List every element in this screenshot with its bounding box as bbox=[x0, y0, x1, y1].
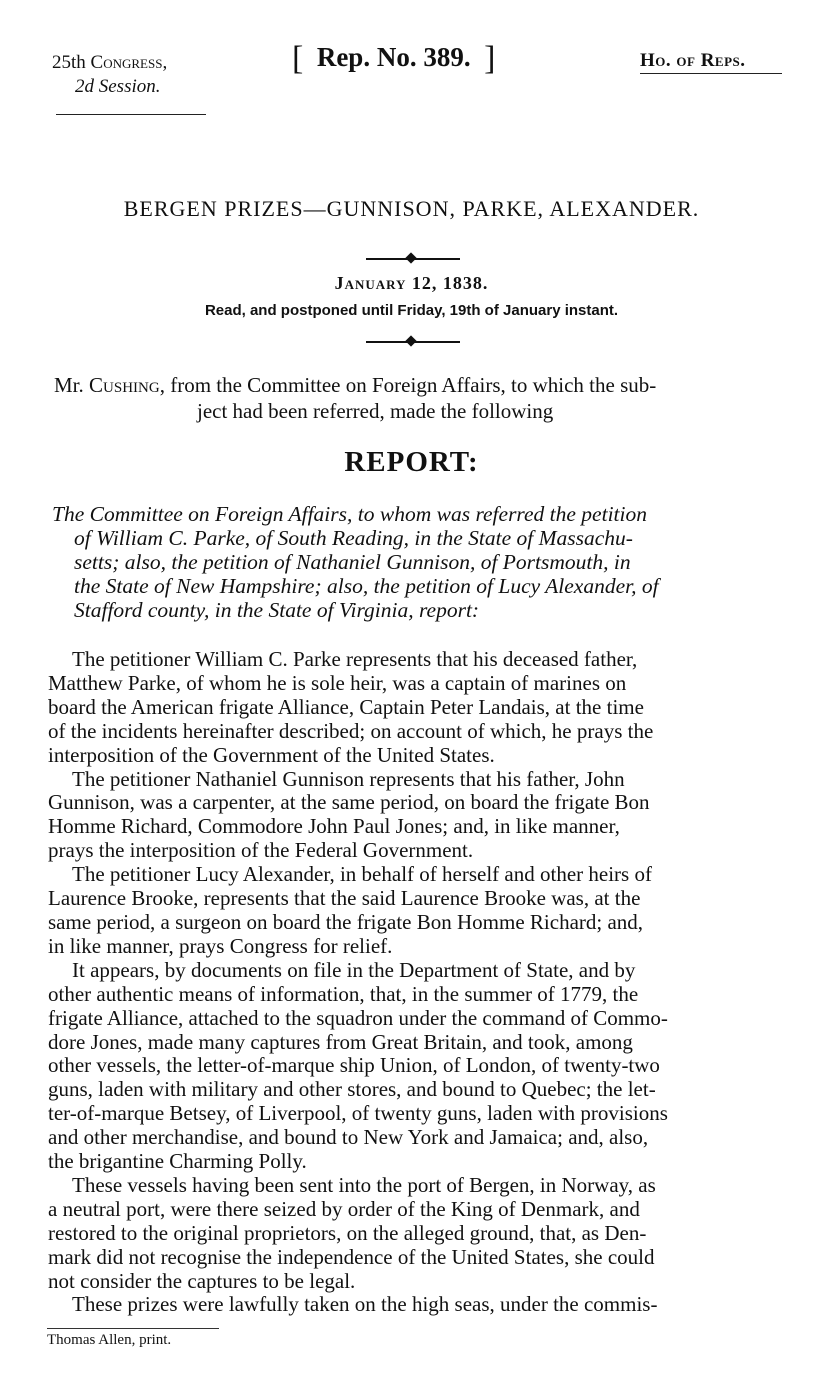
body-line: frigate Alliance, attached to the squadron under the command of Commo- bbox=[48, 1005, 668, 1030]
body-line: It appears, by documents on file in the Department of State, and by bbox=[72, 957, 636, 982]
preamble-line: setts; also, the petition of Nathaniel Gunnison, of Portsmouth, in bbox=[74, 550, 631, 574]
body-line: other vessels, the letter-of-marque ship Union, of London, of twenty-two bbox=[48, 1053, 660, 1078]
document-title: BERGEN PRIZES—GUNNISON, PARKE, ALEXANDER. bbox=[123, 196, 700, 221]
body-line: prays the interposition of the Federal Government. bbox=[48, 838, 474, 863]
body-line: the brigantine Charming Polly. bbox=[48, 1149, 307, 1174]
body-line: board the American frigate Alliance, Captain Peter Landais, at the time bbox=[48, 694, 644, 719]
ornament-divider bbox=[366, 337, 460, 347]
speaker-name: Cushing bbox=[89, 373, 160, 397]
document-date: January 12, 1838. bbox=[334, 273, 489, 293]
body-line: a neutral port, were there seized by order of the King of Denmark, and bbox=[48, 1196, 640, 1221]
body-line: Gunnison, was a carpenter, at the same period, on board the frigate Bon bbox=[48, 790, 650, 815]
body-line: same period, a surgeon on board the frigate Bon Homme Richard; and, bbox=[48, 909, 644, 934]
report-number bbox=[292, 40, 495, 78]
body-line: restored to the original proprietors, on the alleged ground, that, as Den- bbox=[48, 1220, 647, 1245]
body-line: These vessels having been sent into the port of Bergen, in Norway, as bbox=[72, 1172, 656, 1197]
report-heading: REPORT: bbox=[344, 446, 479, 478]
body-line: guns, laden with military and other stores, and bound to Quebec; the let- bbox=[48, 1077, 656, 1102]
body-line: interposition of the Government of the United States. bbox=[48, 742, 495, 767]
bracket-left: [ bbox=[292, 40, 304, 77]
preamble-line: the State of New Hampshire; also, the petition of Lucy Alexander, of bbox=[74, 574, 659, 598]
body-line: in like manner, prays Congress for relief. bbox=[48, 933, 393, 958]
body-line: The petitioner Nathaniel Gunnison represents that his father, John bbox=[72, 766, 625, 791]
bracket-right: ] bbox=[484, 40, 496, 77]
session-label: 2d Session. bbox=[75, 76, 161, 97]
body-line: Matthew Parke, of whom he is sole heir, was a captain of marines on bbox=[48, 670, 627, 695]
body-line: The petitioner Lucy Alexander, in behalf of herself and other heirs of bbox=[72, 862, 652, 887]
read-postponed-line: Read, and postponed until Friday, 19th of January instant. bbox=[204, 302, 619, 319]
congress-word: Congress, bbox=[90, 52, 168, 73]
congress-label bbox=[52, 52, 167, 74]
body-line: mark did not recognise the independence of the United States, she could bbox=[48, 1244, 655, 1269]
body-line: other authentic means of information, that, in the summer of 1779, the bbox=[48, 981, 639, 1006]
body-line: of the incidents hereinafter described; on account of which, he prays the bbox=[48, 718, 654, 743]
body-line: dore Jones, made many captures from Great Britain, and took, among bbox=[48, 1029, 633, 1054]
header-rule-right bbox=[640, 73, 782, 74]
body-line: ter-of-marque Betsey, of Liverpool, of twenty guns, laden with provisions bbox=[48, 1101, 668, 1126]
body-line: not consider the captures to be legal. bbox=[48, 1268, 356, 1293]
body-line: Laurence Brooke, represents that the said Laurence Brooke was, at the bbox=[48, 886, 641, 911]
intro-line-1: Mr. Cushing, from the Committee on Foreign Affairs, to which the sub- bbox=[54, 373, 657, 397]
body-line: These prizes were lawfully taken on the high seas, under the commis- bbox=[72, 1292, 658, 1317]
intro-line-2: ject had been referred, made the following bbox=[197, 399, 554, 423]
body-line: Homme Richard, Commodore John Paul Jones; and, in like manner, bbox=[48, 814, 620, 839]
congress-number: 25th bbox=[52, 52, 86, 73]
footer-rule bbox=[47, 1328, 219, 1329]
header-rule-left bbox=[56, 114, 206, 115]
house-label: Ho. of Reps. bbox=[640, 50, 746, 71]
preamble-line: of William C. Parke, of South Reading, in the State of Massachu- bbox=[74, 526, 633, 550]
body-line: and other merchandise, and bound to New York and Jamaica; and, also, bbox=[48, 1125, 649, 1150]
ornament-divider bbox=[366, 254, 460, 264]
report-number-text: Rep. No. 389. bbox=[316, 42, 471, 72]
preamble-line: Stafford county, in the State of Virginia, report: bbox=[74, 598, 480, 622]
preamble-line: The Committee on Foreign Affairs, to whom was referred the petition bbox=[52, 502, 647, 526]
committee-preamble bbox=[52, 502, 787, 622]
printer-imprint: Thomas Allen, print. bbox=[47, 1332, 172, 1348]
report-body bbox=[48, 648, 782, 1317]
body-line: The petitioner William C. Parke represents that his deceased father, bbox=[72, 647, 638, 671]
